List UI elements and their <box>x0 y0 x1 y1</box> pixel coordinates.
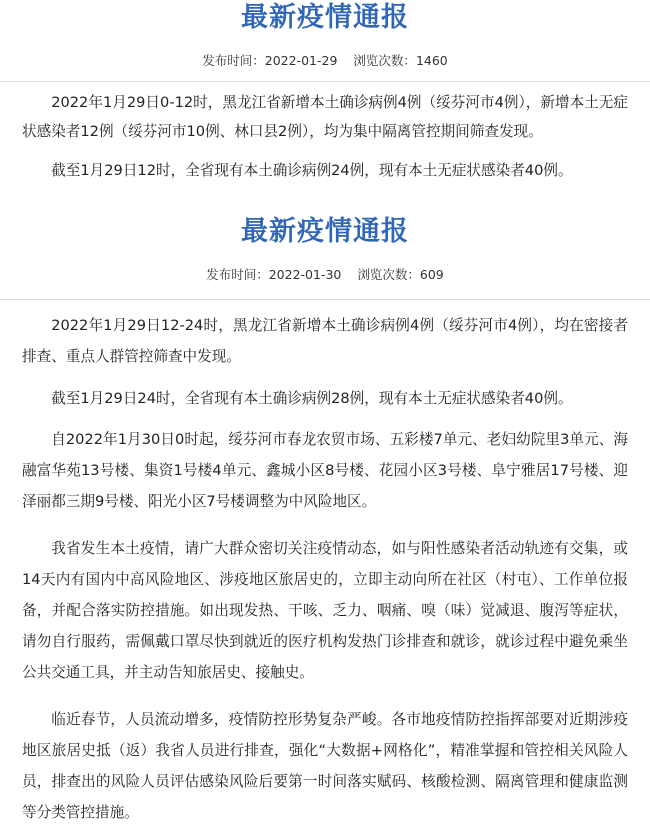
views-count: 609 <box>419 267 444 282</box>
divider <box>0 299 650 300</box>
notice-meta <box>0 267 650 283</box>
publish-label: 发布时间： <box>206 267 269 282</box>
paragraph: 截至1月29日24时，全省现有本土确诊病例28例，现有本土无症状感染者40例。 <box>51 390 573 407</box>
notice-body <box>0 310 650 828</box>
paragraph: 自2022年1月30日0时起，绥芬河市春龙农贸市场、五彩楼7单元、老妇幼院里3单元、海融富华苑13号楼、集资1号楼4单元、鑫城小区8号楼、花园小区3号楼、阜宁雅居17号楼、迎泽丽都三期9号楼、阳光小区7号楼调整为中风险地区。 <box>22 431 628 510</box>
publish-date: 2022-01-30 <box>268 267 342 282</box>
paragraph: 临近春节，人员流动增多，疫情防控形势复杂严峻。各市地疫情防控指挥部要对近期涉疫地区旅居史抵（返）我省人员进行排查，强化“大数据+网格化”，精准掌握和管控相关风险人员，排查出的风险人员评估感染风险后要第一时间落实赋码、核酸检测、隔离管理和健康监测等分类管控措施。 <box>22 711 628 821</box>
paragraph: 2022年1月29日0-12时，黑龙江省新增本土确诊病例4例（绥芬河市4例），新增本土无症状感染者12例（绥芬河市10例、林口县2例），均为集中隔离管控期间筛查发现。 <box>22 94 628 140</box>
paragraph: 截至1月29日12时，全省现有本土确诊病例24例，现有本土无症状感染者40例。 <box>51 162 573 179</box>
notice-title: 最新疫情通报 <box>241 2 409 33</box>
notice-body <box>0 88 650 185</box>
divider <box>0 81 650 82</box>
publish-label: 发布时间： <box>202 53 265 68</box>
notice-2022-01-29 <box>0 0 650 185</box>
notice-title: 最新疫情通报 <box>241 216 409 247</box>
views-count: 1460 <box>415 53 448 68</box>
views-label: 浏览次数： <box>357 267 420 282</box>
publish-date: 2022-01-29 <box>264 53 338 68</box>
views-label: 浏览次数： <box>353 53 416 68</box>
paragraph: 我省发生本土疫情，请广大群众密切关注疫情动态，如与阳性感染者活动轨迹有交集，或14天内有国内中高风险地区、涉疫地区旅居史的，立即主动向所在社区（村屯）、工作单位报备，并配合落实防控措施。如出现发热、干咳、乏力、咽痛、嗅（味）觉减退、腹泻等症状，请勿自行服药，需佩戴口罩尽快到就近的医疗机构发热门诊排查和就诊，就诊过程中避免乘坐公共交通工具，并主动告知旅居史、接触史。 <box>22 540 628 681</box>
notice-2022-01-30 <box>0 214 650 828</box>
notice-meta <box>0 53 650 69</box>
paragraph: 2022年1月29日12-24时，黑龙江省新增本土确诊病例4例（绥芬河市4例），均在密接者排查、重点人群管控筛查中发现。 <box>22 317 628 365</box>
